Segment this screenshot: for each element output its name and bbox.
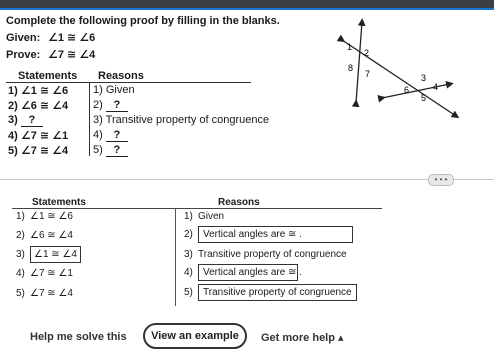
proof-statement-3 [8, 114, 43, 127]
get-more-help-button[interactable]: Get more help ▴ [261, 332, 344, 344]
answer-column-rule [175, 208, 176, 306]
proof-reason-4 [93, 129, 128, 142]
answer-reason-4-num: 4) [184, 267, 193, 278]
answer-statement-1-text: ∠1 ≅ ∠6 [30, 211, 73, 222]
angle-label-7: 7 [365, 69, 371, 79]
answer-reason-5-num: 5) [184, 287, 193, 298]
answer-statement-2-num: 2) [16, 230, 25, 241]
answer-reason-1-num: 1) [184, 211, 193, 222]
proof-reason-2 [93, 99, 128, 112]
answer-reason-3-num: 3) [184, 249, 193, 260]
answer-reason-3-text: Transitive property of congruence [198, 249, 347, 260]
proof-reason-3: 3) Transitive property of congruence [93, 114, 270, 126]
answer-statement-5-text: ∠7 ≅ ∠4 [30, 288, 73, 299]
top-bar [0, 0, 494, 8]
answer-statement-4 [16, 268, 73, 279]
proof-header-rule [6, 82, 251, 83]
prove-label: Prove: [6, 49, 41, 61]
answer-reason-3 [184, 249, 347, 260]
prove-line [6, 48, 95, 61]
question-title: Complete the following proof by filling in the blanks. [6, 15, 280, 27]
help-me-solve-link[interactable]: Help me solve this [30, 331, 127, 343]
angle-label-8: 8 [348, 63, 354, 73]
proof-statement-2: 2) ∠6 ≅ ∠4 [8, 100, 69, 112]
section-divider [0, 179, 494, 180]
answer-statement-3 [16, 246, 81, 263]
top-accent-line [0, 8, 494, 10]
answer-reason-1 [184, 211, 224, 222]
proof-reason-1: 1) Given [93, 84, 135, 96]
angle-label-6: 6 [404, 85, 410, 95]
answer-reason-2-field[interactable]: Vertical angles are ≅ . [198, 226, 353, 243]
proof-statement-3-num: 3) [8, 114, 18, 126]
angle-label-4: 4 [433, 82, 439, 92]
proof-reason-5 [93, 144, 128, 157]
answer-statement-2 [16, 230, 73, 241]
proof-reason-2-blank: ? [106, 99, 128, 112]
proof-statement-3-blank: ? [21, 114, 43, 127]
answer-statement-5 [16, 288, 73, 299]
answer-reason-4 [184, 264, 302, 281]
answer-statement-1-num: 1) [16, 211, 25, 222]
answer-reason-5 [184, 284, 357, 301]
answer-header-statements: Statements [32, 197, 86, 208]
answer-statement-1 [16, 211, 73, 222]
proof-header-statements: Statements [18, 70, 78, 82]
given-label: Given: [6, 32, 41, 44]
proof-header-reasons: Reasons [98, 70, 144, 82]
proof-statement-1: 1) ∠1 ≅ ∠6 [8, 85, 69, 97]
transversal-line [342, 40, 456, 116]
answer-reason-2 [184, 226, 353, 243]
proof-column-rule [89, 82, 90, 156]
answer-header-reasons: Reasons [218, 197, 260, 208]
angle-label-3: 3 [421, 73, 427, 83]
line-b [382, 84, 450, 98]
answer-statement-2-text: ∠6 ≅ ∠4 [30, 230, 73, 241]
proof-reason-5-blank: ? [106, 144, 128, 157]
proof-reason-4-blank: ? [106, 129, 128, 142]
proof-statement-5: 5) ∠7 ≅ ∠4 [8, 145, 69, 157]
answer-reason-1-text: Given [198, 211, 225, 222]
transversal-diagram [320, 18, 470, 128]
answer-statement-5-num: 5) [16, 288, 25, 299]
proof-reason-5-num: 5) [93, 144, 103, 156]
proof-reason-2-num: 2) [93, 99, 103, 111]
answer-statement-3-field[interactable]: ∠1 ≅ ∠4 [30, 246, 81, 263]
answer-reason-5-field[interactable]: Transitive property of congruence [198, 284, 357, 301]
answer-statement-4-num: 4) [16, 268, 25, 279]
given-value: ∠1 ≅ ∠6 [48, 32, 96, 44]
proof-statement-4: 4) ∠7 ≅ ∠1 [8, 130, 69, 142]
angle-label-5: 5 [421, 93, 427, 103]
collapse-handle[interactable]: • • • [428, 174, 454, 186]
given-line [6, 31, 95, 44]
answer-header-rule [12, 208, 382, 209]
angle-label-1: 1 [347, 42, 353, 52]
answer-statement-4-text: ∠7 ≅ ∠1 [30, 268, 73, 279]
answer-reason-4-field[interactable]: Vertical angles are ≅ . [198, 264, 298, 281]
view-example-button[interactable]: View an example [143, 323, 247, 349]
angle-label-2: 2 [364, 48, 370, 58]
answer-statement-3-num: 3) [16, 249, 25, 260]
answer-reason-2-num: 2) [184, 229, 193, 240]
prove-value: ∠7 ≅ ∠4 [48, 49, 96, 61]
proof-reason-4-num: 4) [93, 129, 103, 141]
line-a [356, 22, 362, 103]
